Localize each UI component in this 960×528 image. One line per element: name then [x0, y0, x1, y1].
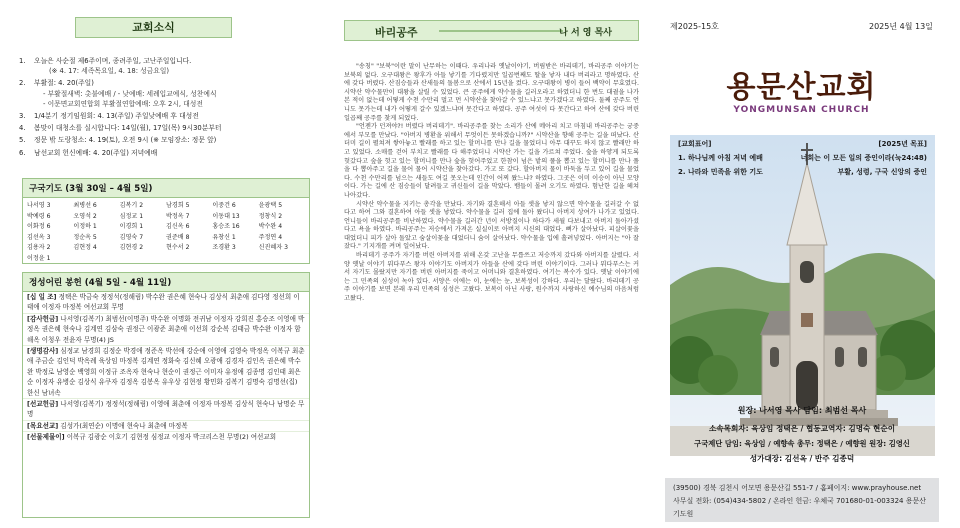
news-number: 3. [19, 112, 26, 121]
prayer-name: 이중건 6 [212, 202, 236, 209]
prayer-name: 최병선 6 [73, 202, 97, 209]
prayer-name: 이정하 1 [73, 223, 97, 230]
offering-category: [생명감사] [27, 347, 59, 356]
prayer-name: 유창신 1 [212, 233, 236, 241]
prayer-name: 김신옥 6 [165, 223, 190, 230]
sermon-header [344, 20, 639, 41]
offering-names: 이복규 김광순 이호기 김현정 심정교 이정자 박크리스천 무명(2) 여선교회 [66, 433, 277, 442]
address-line: (39500) 경북 김천시 어모면 용문산길 551-7 / 홈페이지: www.prayhouse.net [673, 484, 922, 492]
news-number: 5. [19, 136, 26, 145]
offering-row [23, 432, 309, 442]
sermon-paragraph: 바리데기 공주가 자기를 버린 아버지를 위해 온갖 고난을 무릅쓰고 저승까지 갔다와 아버지를 살렸다. 서양 옛날 이야기 뮈다푸스 왕자 이야기도 아버지가 아들을 산에 갖다 버린 이야기이다. 그러나 뮈다푸스는 커서 자기도 몰랐지만 자기를 버린 아버지를 죽이고 어머니와 결혼하였다. 여기는 복수가 있다. 옛날 이야기에는 그 민족의 심성이 녹아 있다. 서양은 이에는 이, 눈에는 눈, 보복성이 강하다. 우리는 달랐다. 바리데기 공주 이야기를 보면 본래 우리 민족의 심성은 고왔다. 보복이 아닌 사랑, 원수까지 사랑하신 예수님의 마음처럼 고왔다. [344, 252, 639, 303]
prayer-name: 이경희 1 [119, 223, 144, 230]
sermon-paragraph: "언젠가 던져야?! 버렸다 버리데기". 바리공주를 찾는 소리가 산에 메아리 치고 마침내 바리공주는 궁중에서 부모를 만났다. "아버지 병환을 위해서 무엇이든 못하겠습니까?" 시약산을 향해 공주는 길을 떠났다. 산더미 길이 펼쳐져 쌓아놓고 빨래를 하고 있는 할머니를 만나 길을 물었더니 아무 대꾸도 하지 않고 빨래만 하고 있었다. 소매를 걷어 부치고 빨래를 다 해주었더니 시약산 가는 길을 가르쳐 주었다. 숲을 하얗게 되도록 헛갔다고 숲을 헛고 있는 할머니를 만나 숲을 헛어주었고 한참이 넘은 밭의 풀을 뽑고 있는 할머니를 만나 풀을 다 뽑아주고 길을 물어 물어 시약산을 찾아갔다. 가고 또 갔다. 할아버지 물이 바둑을 두고 있어 길을 물었다. 수천 수만리를 넘으는 새들도 여길 못오는데 인간이 어찌 왔느냐? 하였다. 그곳은 이미 이승이 아닌 모양이다. 가는 길에 산 짐승들이 달려들고 귀신들이 길을 막았다. 뱀들이 몰려 오기도 하였다. 험난한 길을 헤쳐 나아갔다. [344, 123, 639, 199]
prayer-name: 이정윤 1 [27, 254, 51, 262]
prayer-name: 김선옥 3 [27, 233, 51, 241]
issue-number: 제2025-15호 [670, 22, 719, 31]
prayer-name: 정순옥 5 [73, 233, 97, 241]
goal-verse: 너희는 이 모든 일의 증인이라(눅24:48) [800, 154, 927, 162]
prayer-name: 김용자 2 [27, 244, 51, 251]
prayer-name [166, 254, 212, 265]
prayer-name: 남경희 5 [165, 202, 190, 209]
offering-names: 심정교 남경희 김정순 박경애 정준옥 박선애 강순애 이영애 김영숙 박정옥 이복규 최춘애 주금순 김인덕 박옥례 육상임 마정복 김계연 정화숙 김신혜 오광애 김경자 김인옥 권은혜 박수완 박정로 남영순 백영희 이정규 조옥자 현숙나 현순이 권정근 이미자 유정애 김종명 김인태 최은순 이정자 유병순 김상식 유쿠자 김정옥 김봉옥 유우상 김현정 황민화 김복기 김명숙 김명선(집) 한신 남녀속 [27, 347, 305, 397]
sermon-paragraph: "송칭" "보북"이란 말이 난무하는 이때다. 우리나라 옛날이야기, 버림받은 바리데기, 바리공주 이야기는 보북의 없다. 오구대왕은 왕후가 아들 낳기를 기다렸지만 일곱번째도 딸을 낳자 내다 버리라고 명하였다. 산에 갖다 버렸다. 산짐승들과 산새들의 돌봄으로 산에서 15년을 컸다. 오구대왕이 병이 들어 백약이 무효였다. 시약산 약수물만이 대왕을 살릴 수 있었다. 큰 공주에게 약수물을 길러오라고 하였더니 한 번도 대궐을 나가본 적이 없는데 어떻게 수천 수만리 멀고 먼 시약산을 찾아갈 수 있느냐고 못가겠다고 하였다. 둘째 공주도 언니도 못가는데 내가 어떻게 갈수 있겠느냐며 못간다고 하였다. 공주 여섯이 다 못간다고 하여 산에 갖다 버린 일곱째 공주를 찾게 되었다. [344, 63, 639, 122]
church-title: 용문산교회 [726, 70, 877, 105]
sermon-body [344, 63, 639, 304]
news-text: 부활절: 4. 20(주일) [34, 79, 94, 88]
offering-category: [목요선교] [27, 421, 59, 430]
news-item [19, 111, 311, 121]
prayer-name [212, 254, 258, 265]
national-prayer-box [22, 178, 310, 264]
news-number: 6. [19, 148, 26, 157]
offering-row [23, 421, 309, 432]
prayer-name: 홍승조 16 [212, 223, 240, 230]
prayer-name: 이동대 13 [212, 212, 240, 220]
pastor-line: 원장: 나서영 목사 담임: 최범선 목사 [737, 406, 867, 415]
news-item [19, 135, 311, 145]
prayer-name: 주정연 4 [258, 233, 283, 241]
offering-names: 정택은 박금숙 정정석(정해림) 박수완 권은혜 현숙나 김상식 최춘애 김다영 정선희 이태애 이정자 마정복 여선교회 무명 [27, 293, 300, 312]
prayer-name: 신진혜자 3 [258, 244, 289, 251]
offering-box [22, 272, 310, 518]
news-number: 1. [19, 57, 26, 65]
offering-row [23, 399, 309, 421]
prayer-name: 정창식 2 [258, 212, 283, 220]
sermon-panel [320, 0, 642, 528]
news-item [19, 123, 311, 133]
prayer-name [120, 254, 166, 265]
prayer-name: 심정교 1 [119, 212, 144, 220]
church-english-title: YONGMUNSAN CHURCH [733, 105, 870, 115]
offering-category: [선교헌금] [27, 400, 59, 409]
offering-row [23, 292, 309, 314]
motto-heading: [교회표어] [678, 140, 712, 148]
offering-row [23, 314, 309, 346]
national-prayer-title: 구국기도 (3월 30일 – 4월 5일) [23, 179, 309, 198]
staff-line-2: 구국제단 담임: 육상임 / 예향속 총무: 정택은 / 예향원 원장: 김영신 [694, 439, 910, 448]
offering-category: [선물제물이] [27, 433, 65, 442]
prayer-name: 현수서 2 [165, 244, 190, 251]
prayer-name: 김현경 2 [119, 244, 144, 251]
staff-line-3: 성가대장: 김선옥 / 반주 김종덕 [749, 454, 855, 463]
prayer-name: 윤광택 5 [258, 202, 283, 209]
prayer-name: 김복기 2 [119, 202, 144, 209]
news-text: 남선교회 헌신예배: 4. 20(주일) 저녁예배 [34, 148, 158, 157]
prayer-name: 박정옥 7 [165, 212, 190, 220]
prayer-name: 조경환 3 [212, 244, 236, 251]
prayer-name: 김현정 4 [73, 244, 97, 251]
contact-line: 사무실 전화: (054)434-5802 / 온라인 헌금: 우체국 701680-01-003324 용문산기도원 [673, 497, 926, 518]
goal-heading: [2025년 목표] [878, 140, 927, 148]
prayer-name-grid [23, 198, 309, 267]
prayer-name: 권준배 8 [165, 233, 190, 241]
prayer-name: 이화정 6 [27, 223, 51, 230]
cover-panel [643, 0, 960, 528]
news-text: 봄맞이 대청소를 실시합니다: 14일(월), 17일(목) 9시30분부터 [34, 124, 222, 133]
offering-names: 김성가(최연순) 이명애 현숙나 최춘애 마정복 [60, 421, 188, 430]
motto-line-2: 2. 나라와 민족을 위한 기도 [678, 168, 763, 176]
offering-category: [십 일 조] [27, 293, 57, 301]
motto-line-1: 1. 하나님께 아침 저녁 예배 [678, 154, 763, 162]
staff-line-1: 소속목회자: 육상임 정택은 / 협동교역자: 김명숙 현순이 [708, 424, 896, 433]
issue-date: 2025년 4월 13일 [869, 22, 933, 31]
header-divider [439, 30, 563, 32]
news-item [19, 148, 311, 158]
offering-row [23, 346, 309, 399]
church-news-header: 교회소식 [75, 17, 232, 38]
news-item [19, 56, 311, 76]
news-text: 1/4분기 정기임원회: 4. 13(주일) 주일낮예배 후 대성전 [34, 112, 199, 121]
news-text: 오늘은 사순절 제6주이며, 종려주일, 고난주일입니다. [34, 57, 192, 65]
address-box [665, 478, 939, 522]
offering-title: 정성어린 봉헌 (4월 5일 - 4월 11일) [23, 273, 309, 292]
church-news-panel [0, 0, 318, 528]
news-number: 4. [19, 124, 26, 133]
news-number: 2. [19, 79, 26, 88]
sermon-paragraph: 시약산 약수물을 지키는 총각을 만났다. 자기와 결혼해서 아들 셋을 낳지 않으면 약수물을 길러갈 수 없다고 하여 그와 결혼하여 아들 셋을 낳았다. 약수물을 길러 집에 돌아 왔더니 아버지 상여가 나가고 있었다. 언니들이 바리공주를 비난하였다. 약수물을 길러간 년이 서방질이나 하다가 세월 다보내고 아버지 돌아가셨다고 욕을 하였다. 바리공주는 저승에서 가져온 실실이로 아버지 시신의 대었다. 뼈가 살아났다. 피살이꽃을 대었더니 피가 살아 돌았고 숨살이꽃을 대었더니 숨이 살아났다. 약수물을 입에 흘려넣었다. 아버지는 "아 잘잤다." 기지개를 켜며 일어났다. [344, 200, 639, 251]
news-subtext: - 이문면교회연합회 부활절연합예배: 오후 2시, 대성전 [43, 99, 203, 108]
sermon-author: 나 서 영 목사 [559, 28, 612, 38]
offering-names: 나서영(김복기) 최범선(이명주) 박수완 이명화 전귀남 이정자 강희진 홍승조 이영애 박정옥 권은혜 현숙나 김계연 김삼숙 권정근 이광준 최춘애 이선희 강순복 김태금 박수완 이정자 함해옥 이청우 전윤자 무명(4) JS [27, 314, 305, 344]
news-subtext: - 부활절새벽: 촛불예배 / - 낮예배: 세례입교예식, 성찬예식 [43, 89, 217, 98]
prayer-name: 나서영 3 [27, 202, 51, 209]
news-list [19, 56, 311, 160]
news-item [19, 78, 311, 109]
news-subtext: (※ 4. 17: 세족목요일, 4. 18: 성금요일) [49, 67, 170, 76]
offering-category: [감사헌금] [27, 314, 59, 323]
sermon-title: 바리공주 [375, 26, 418, 39]
offering-names: 나서영(김복기) 정정석(정해림) 이영애 최춘애 이정자 마정복 김상식 현숙나 남명순 무명 [27, 400, 305, 419]
prayer-name [73, 254, 119, 265]
goal-text: 부활, 성령, 구국 신앙의 증인 [837, 168, 927, 176]
news-text: 정문 밖 도랑청소: 4. 19(토), 오전 9시 (※ 모임장소: 정문 앞) [34, 136, 217, 145]
prayer-name: 박수완 4 [258, 223, 283, 230]
offering-list [23, 292, 309, 443]
prayer-name: 김영숙 7 [119, 233, 144, 241]
prayer-name: 오영석 2 [73, 212, 97, 220]
prayer-name: 박예령 6 [27, 212, 51, 220]
